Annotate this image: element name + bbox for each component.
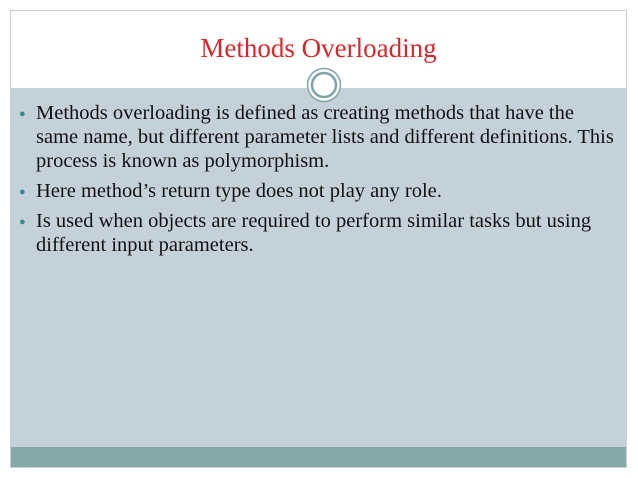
bottom-accent-bar (11, 447, 626, 467)
bullet-item (19, 101, 619, 173)
bullet-dot-icon: ● (19, 108, 26, 120)
bullet-item (19, 209, 619, 257)
bullet-text: Methods overloading is defined as creating methods that have the same name, but different parameter lists and different definitions. This process is known as polymorphism. (36, 102, 614, 172)
slide-frame (10, 10, 627, 468)
bullet-dot-icon: ● (19, 216, 26, 228)
ring-ornament-icon (306, 67, 342, 103)
slide-title: Methods Overloading (200, 33, 437, 63)
bullet-list (19, 101, 619, 263)
bullet-dot-icon: ● (19, 186, 26, 198)
bullet-text: Here method’s return type does not play any role. (36, 180, 442, 202)
bullet-item (19, 179, 619, 203)
bullet-text: Is used when objects are required to perform similar tasks but using different input parameters. (36, 210, 592, 256)
